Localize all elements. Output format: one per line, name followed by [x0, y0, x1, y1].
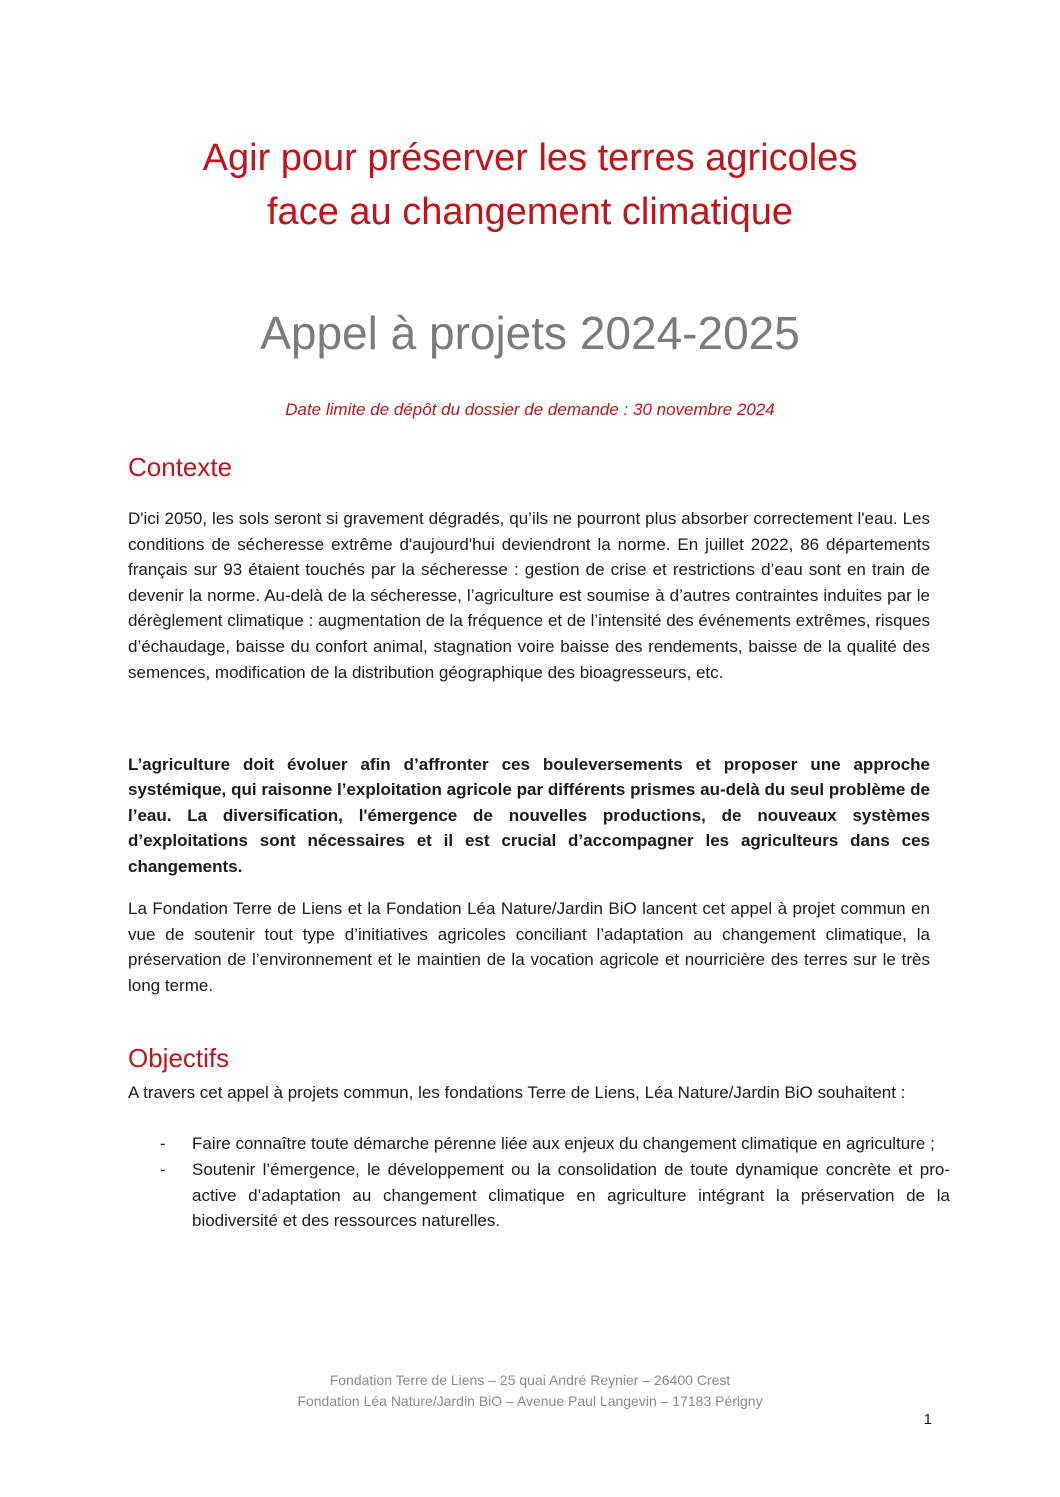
document-subtitle: Appel à projets 2024-2025 — [260, 307, 800, 359]
document-title — [0, 131, 1060, 239]
document-title-line-2: face au changement climatique — [267, 191, 793, 233]
list-item-text: Faire connaître toute démarche pérenne liée aux enjeux du changement climatique en agriculture ; — [192, 1134, 935, 1153]
objectifs-list — [128, 1131, 950, 1234]
page-footer — [0, 1370, 1060, 1412]
document-title-line-1: Agir pour préserver les terres agricoles — [202, 137, 858, 179]
objectifs-intro: A travers cet appel à projets commun, les fondations Terre de Liens, Léa Nature/Jardin BiO souhaitent : — [128, 1083, 906, 1102]
footer-address-lea-nature: Fondation Léa Nature/Jardin BiO – Avenue Paul Langevin – 17183 Périgny — [297, 1393, 763, 1409]
section-heading-objectifs: Objectifs — [128, 1043, 230, 1073]
list-item — [128, 1131, 950, 1157]
section-heading-contexte: Contexte — [128, 452, 233, 482]
bullet-dash: - — [160, 1134, 166, 1153]
bullet-dash: - — [160, 1159, 166, 1179]
footer-address-terre-de-liens: Fondation Terre de Liens – 25 quai André Reynier – 26400 Crest — [329, 1372, 731, 1388]
page-number: 1 — [923, 1411, 932, 1428]
contexte-paragraph-2-bold: L’agriculture doit évoluer afin d’affronter ces bouleversements et proposer une approche systémique, qui raisonne l’exploitation agricole par différents prismes au-delà du seul problème de l’eau. La diversification, l'émergence de nouvelles productions, de nouveaux systèmes d’exploitations sont nécessaires et il est crucial d’accompagner les agriculteurs dans ces changements. — [128, 755, 930, 876]
submission-deadline: Date limite de dépôt du dossier de demande : 30 novembre 2024 — [285, 400, 775, 419]
contexte-paragraph-3: La Fondation Terre de Liens et la Fondation Léa Nature/Jardin BiO lancent cet appel à projet commun en vue de soutenir tout type d’initiatives agricoles conciliant l’adaptation au changement climatique, la préservation de l’environnement et le maintien de la vocation agricole et nourricière des terres sur le très long terme. — [128, 899, 930, 995]
contexte-paragraph-1: D'ici 2050, les sols seront si gravement dégradés, qu’ils ne pourront plus absorber correctement l'eau. Les conditions de sécheresse extrême d'aujourd'hui deviendront la norme. En juillet 2022, 86 départements français sur 93 étaient touchés par la sécheresse : gestion de crise et restrictions d’eau sont en train de devenir la norme. Au-delà de la sécheresse, l’agriculture est soumise à d’autres contraintes induites par le dérèglement climatique : augmentation de la fréquence et de l’intensité des événements extrêmes, risques d’échaudage, baisse du confort animal, stagnation voire baisse des rendements, baisse de la qualité des semences, modification de la distribution géographique des bioagresseurs, etc. — [128, 509, 930, 682]
list-item — [128, 1157, 950, 1234]
list-item-text: Soutenir l’émergence, le développement ou la consolidation de toute dynamique concrète et pro-active d’adaptation au changement climatique en agriculture intégrant la préservation de la biodiversité et des ressources naturelles. — [192, 1159, 950, 1231]
